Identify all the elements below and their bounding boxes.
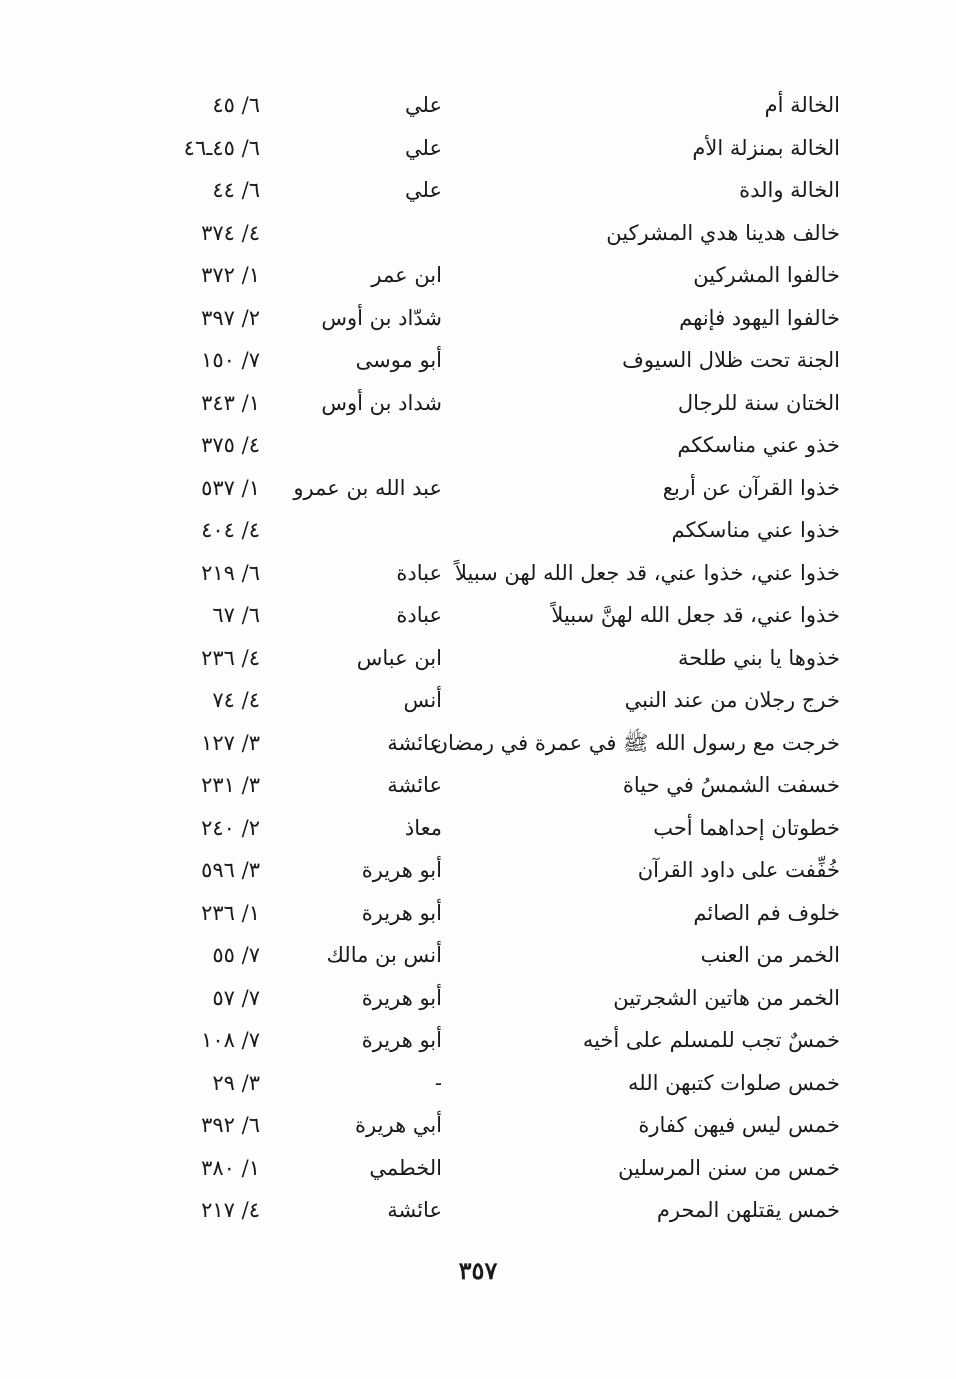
index-row [150, 127, 850, 170]
hadith-text: خمس ليس فيهن كفارة [638, 1113, 840, 1137]
volume-page-reference: ٤/ ٣٧٥ [201, 433, 260, 457]
hadith-text: خالفوا اليهود فإنهم [679, 305, 840, 330]
volume-page-reference: ٦/ ٤٥ [212, 93, 260, 117]
volume-page-reference: ١/ ٣٨٠ [201, 1155, 260, 1180]
narrator-name: الخطمي [369, 1155, 442, 1180]
index-row [150, 934, 850, 977]
volume-page-reference: ٤/ ٣٧٤ [201, 220, 260, 245]
volume-page-reference: ٣/ ٢٩ [212, 1070, 260, 1095]
narrator-name: علي [405, 135, 442, 160]
hadith-text: الخالة أم [764, 93, 840, 117]
hadith-text: خذوها يا بني طلحة [677, 645, 840, 670]
hadith-text: الخمر من هاتين الشجرتين [613, 985, 840, 1010]
hadith-text: خالف هدينا هدي المشركين [606, 220, 840, 245]
hadith-text: خذو عني مناسككم [677, 433, 840, 457]
index-row [150, 679, 850, 722]
volume-page-reference: ٤/ ٤٠٤ [201, 518, 260, 542]
narrator-name: أبو هريرة [361, 985, 442, 1010]
narrator-name: ابن عمر [371, 263, 442, 287]
volume-page-reference: ٦/ ٢١٩ [201, 560, 260, 585]
index-row [150, 382, 850, 425]
index-row [150, 637, 850, 680]
volume-page-reference: ٢/ ٣٩٧ [201, 305, 260, 330]
volume-page-reference: ٧/ ٥٧ [212, 985, 260, 1010]
hadith-text: خرجت مع رسول الله ﷺ في عمرة في رمضان [432, 730, 840, 755]
narrator-name: أنس [403, 688, 442, 712]
narrator-name: أبو هريرة [361, 858, 442, 882]
narrator-name: - [434, 1070, 442, 1095]
narrator-name: عائشة [387, 730, 442, 755]
index-row [150, 764, 850, 807]
narrator-name: عبد الله بن عمرو [293, 475, 442, 500]
narrator-name: أبو موسى [355, 348, 442, 372]
index-row [150, 594, 850, 637]
narrator-name: أبو هريرة [361, 1028, 442, 1052]
narrator-name: عبادة [396, 603, 442, 627]
volume-page-reference: ٧/ ٥٥ [212, 943, 260, 967]
index-row [150, 509, 850, 552]
index-row [150, 1189, 850, 1232]
page-number: ٣٥٧ [458, 1256, 498, 1285]
index-row [150, 297, 850, 340]
hadith-text: الخمر من العنب [700, 943, 840, 967]
hadith-text: خمس من سنن المرسلين [618, 1155, 840, 1180]
volume-page-reference: ٧/ ١٥٠ [201, 348, 260, 372]
volume-page-reference: ٧/ ١٠٨ [201, 1028, 260, 1052]
hadith-text: خالفوا المشركين [693, 263, 840, 287]
hadith-text: خذوا القرآن عن أربع [662, 475, 840, 500]
narrator-name: شداد بن أوس [321, 390, 442, 415]
index-row [150, 892, 850, 935]
index-row [150, 169, 850, 212]
index-row [150, 1104, 850, 1147]
hadith-text: خمس يقتلهن المحرم [656, 1198, 840, 1222]
hadith-index-table [150, 84, 850, 1232]
hadith-text: خذوا عني، قد جعل الله لهنَّ سبيلاً [551, 603, 840, 627]
narrator-name: أبو هريرة [361, 900, 442, 925]
hadith-text: خرج رجلان من عند النبي [624, 688, 840, 712]
narrator-name: أنس بن مالك [326, 943, 442, 967]
index-row [150, 1062, 850, 1105]
volume-page-reference: ٦/ ٦٧ [212, 603, 260, 627]
volume-page-reference: ١/ ٢٣٦ [201, 900, 260, 925]
volume-page-reference: ١/ ٣٤٣ [201, 390, 260, 415]
hadith-text: الختان سنة للرجال [677, 390, 840, 415]
narrator-name: عائشة [387, 1198, 442, 1222]
narrator-name: شدّاد بن أوس [321, 305, 442, 330]
volume-page-reference: ٢/ ٢٤٠ [201, 815, 260, 840]
volume-page-reference: ٦/ ٣٩٢ [201, 1113, 260, 1137]
narrator-name: أبي هريرة [355, 1113, 442, 1137]
narrator-name: علي [405, 93, 442, 117]
index-row [150, 84, 850, 127]
narrator-name: عبادة [396, 560, 442, 585]
narrator-name: ابن عباس [356, 645, 442, 670]
volume-page-reference: ٤/ ٢١٧ [201, 1198, 260, 1222]
index-row [150, 467, 850, 510]
index-row [150, 722, 850, 765]
index-row [150, 1147, 850, 1190]
volume-page-reference: ٣/ ٥٩٦ [201, 858, 260, 882]
index-row [150, 977, 850, 1020]
hadith-text: خسفت الشمسُ في حياة [622, 773, 840, 797]
hadith-text: خذوا عني، خذوا عني، قد جعل الله لهن سبيلاً [454, 560, 840, 585]
volume-page-reference: ٣/ ٢٣١ [201, 773, 260, 797]
narrator-name: معاذ [404, 815, 442, 840]
index-row [150, 807, 850, 850]
volume-page-reference: ٤/ ٢٣٦ [201, 645, 260, 670]
hadith-text: خذوا عني مناسككم [671, 518, 840, 542]
narrator-name: علي [405, 178, 442, 202]
index-row [150, 254, 850, 297]
volume-page-reference: ١/ ٣٧٢ [201, 263, 260, 287]
volume-page-reference: ١/ ٥٣٧ [201, 475, 260, 500]
index-row [150, 212, 850, 255]
index-row [150, 339, 850, 382]
index-row [150, 552, 850, 595]
volume-page-reference: ٦/ ٤٥ـ٤٦ [183, 135, 260, 160]
volume-page-reference: ٤/ ٧٤ [212, 688, 260, 712]
hadith-text: الجنة تحت ظلال السيوف [622, 348, 840, 372]
narrator-name: عائشة [387, 773, 442, 797]
index-row [150, 849, 850, 892]
hadith-text: الخالة والدة [739, 178, 840, 202]
hadith-text: خلوف فم الصائم [693, 900, 840, 925]
index-row [150, 1019, 850, 1062]
hadith-text: خُفِّفت على داود القرآن [637, 858, 840, 882]
hadith-text: خمس صلوات كتبهن الله [628, 1070, 840, 1095]
hadith-text: خمسٌ تجب للمسلم على أخيه [582, 1028, 840, 1052]
volume-page-reference: ٣/ ١٢٧ [201, 730, 260, 755]
hadith-text: الخالة بمنزلة الأم [692, 135, 840, 160]
index-row [150, 424, 850, 467]
hadith-text: خطوتان إحداهما أحب [653, 815, 840, 840]
volume-page-reference: ٦/ ٤٤ [212, 178, 260, 202]
